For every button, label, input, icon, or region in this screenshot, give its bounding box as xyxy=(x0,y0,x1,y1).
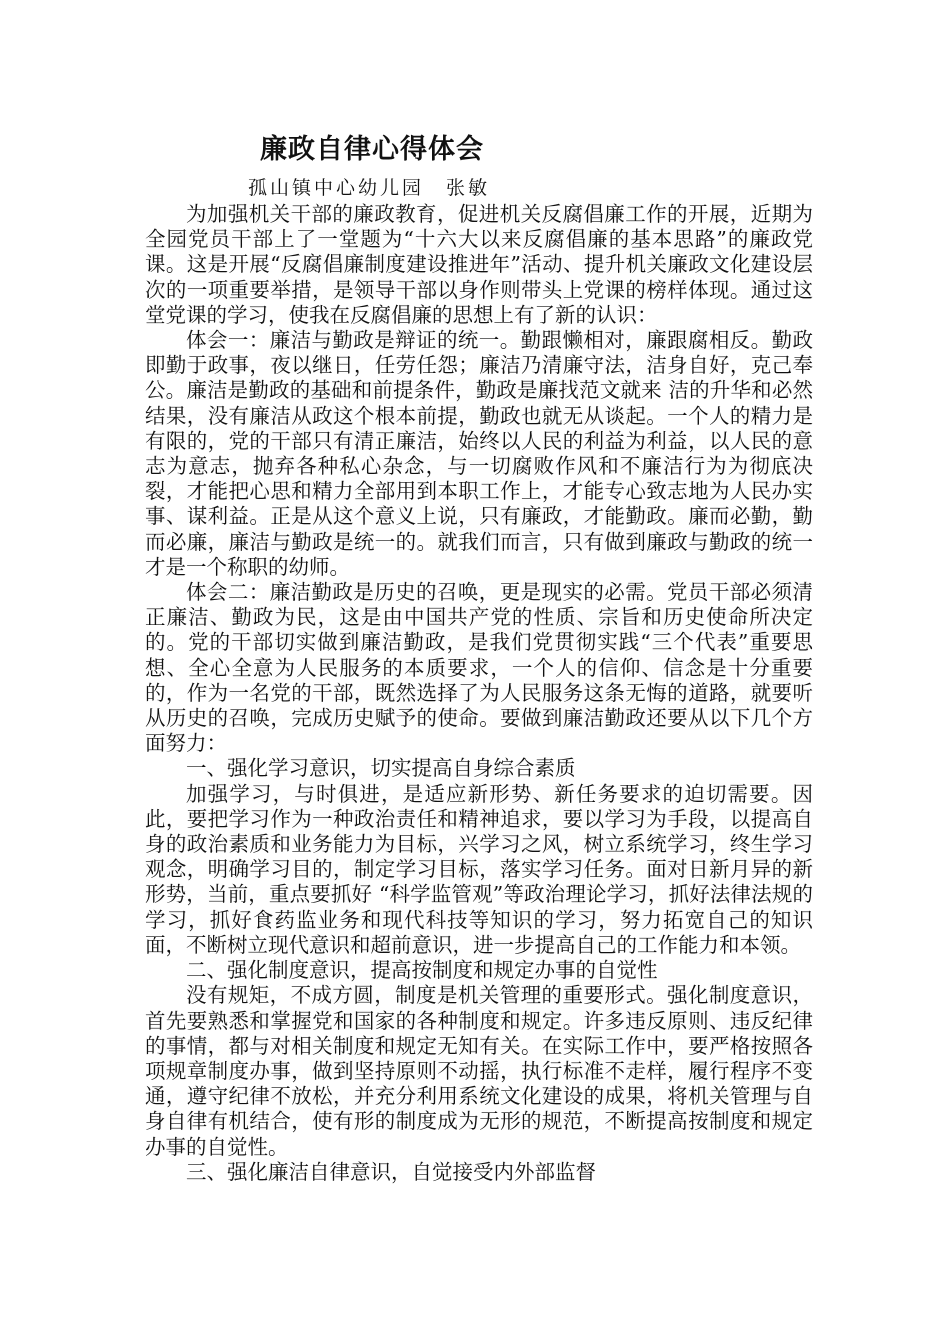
document-body xyxy=(145,202,813,1185)
paragraph-insight-two: 体会二：廉洁勤政是历史的召唤，更是现实的必需。党员干部必须清正廉洁、勤政为民，这是由中国共产党的性质、宗旨和历史使命所决定的。党的干部切实做到廉洁勤政，是我们党贯彻实践“三个代表”重要思想、全心全意为人民服务的本质要求，一个人的信仰、信念是十分重要的，作为一名党的干部，既然选择了为人民服务这条无悔的道路，就要听从历史的召唤，完成历史赋予的使命。要做到廉洁勤政还要从以下几个方面努力： xyxy=(145,580,813,756)
section-heading-self-discipline: 三、强化廉洁自律意识，自觉接受内外部监督 xyxy=(186,1159,596,1184)
paragraph-intro: 为加强机关干部的廉政教育，促进机关反腐倡廉工作的开展，近期为全园党员干部上了一堂题为“十六大以来反腐倡廉的基本思路”的廉政党课。这是开展“反腐倡廉制度建设推进年”活动、提升机关廉政文化建设层次的一项重要举措，是领导干部以身作则带头上党课的榜样体现。通过这堂党课的学习，使我在反腐倡廉的思想上有了新的认识： xyxy=(145,202,813,327)
document-title: 廉政自律心得体会 xyxy=(260,134,484,165)
paragraph-study: 加强学习，与时俱进，是适应新形势、新任务要求的迫切需要。因此，要把学习作为一种政治责任和精神追求，要以学习为手段，以提高自身的政治素质和业务能力为目标，兴学习之风，树立系统学习，终生学习观念，明确学习目的，制定学习目标，落实学习任务。面对日新月异的新形势，当前，重点要抓好 “科学监管观”等政治理论学习，抓好法律法规的学习，抓好食药监业务和现代科技等知识的学习，努力拓宽自己的知识面，不断树立现代意识和超前意识，进一步提高自己的工作能力和本领。 xyxy=(145,781,813,957)
document-author: 孤山镇中心幼儿园 张敏 xyxy=(248,177,491,199)
paragraph-insight-one: 体会一：廉洁与勤政是辩证的统一。勤跟懒相对，廉跟腐相反。勤政即勤于政事，夜以继日，任劳任怨；廉洁乃清廉守法，洁身自好，克己奉公。廉洁是勤政的基础和前提条件，勤政是廉找范文就来 洁的升华和必然结果，没有廉洁从政这个根本前提，勤政也就无从谈起。一个人的精力是有限的，党的干部只有清正廉洁，始终以人民的利益为利益，以人民的意志为意志，抛弃各种私心杂念，与一切腐败作风和不廉洁行为为彻底决裂，才能把心思和精力全部用到本职工作上，才能专心致志地为人民办实事、谋利益。正是从这个意义上说，只有廉政，才能勤政。廉而必勤，勤而必廉，廉洁与勤政是统一的。就我们而言，只有做到廉政与勤政的统一才是一个称职的幼师。 xyxy=(145,328,813,579)
document-page xyxy=(145,128,813,1185)
section-heading-study: 一、强化学习意识，切实提高自身综合素质 xyxy=(186,756,576,781)
paragraph-rules: 没有规矩，不成方圆，制度是机关管理的重要形式。强化制度意识，首先要熟悉和掌握党和国家的各种制度和规定。许多违反原则、违反纪律的事情，都与对相关制度和规定无知有关。在实际工作中，要严格按照各项规章制度办事，做到坚持原则不动摇，执行标准不走样，履行程序不变通，遵守纪律不放松，并充分利用系统文化建设的成果，将机关管理与自身自律有机结合，使有形的制度成为无形的规范，不断提高按制度和规定办事的自觉性。 xyxy=(145,983,813,1159)
section-heading-rules: 二、强化制度意识，提高按制度和规定办事的自觉性 xyxy=(186,958,658,983)
